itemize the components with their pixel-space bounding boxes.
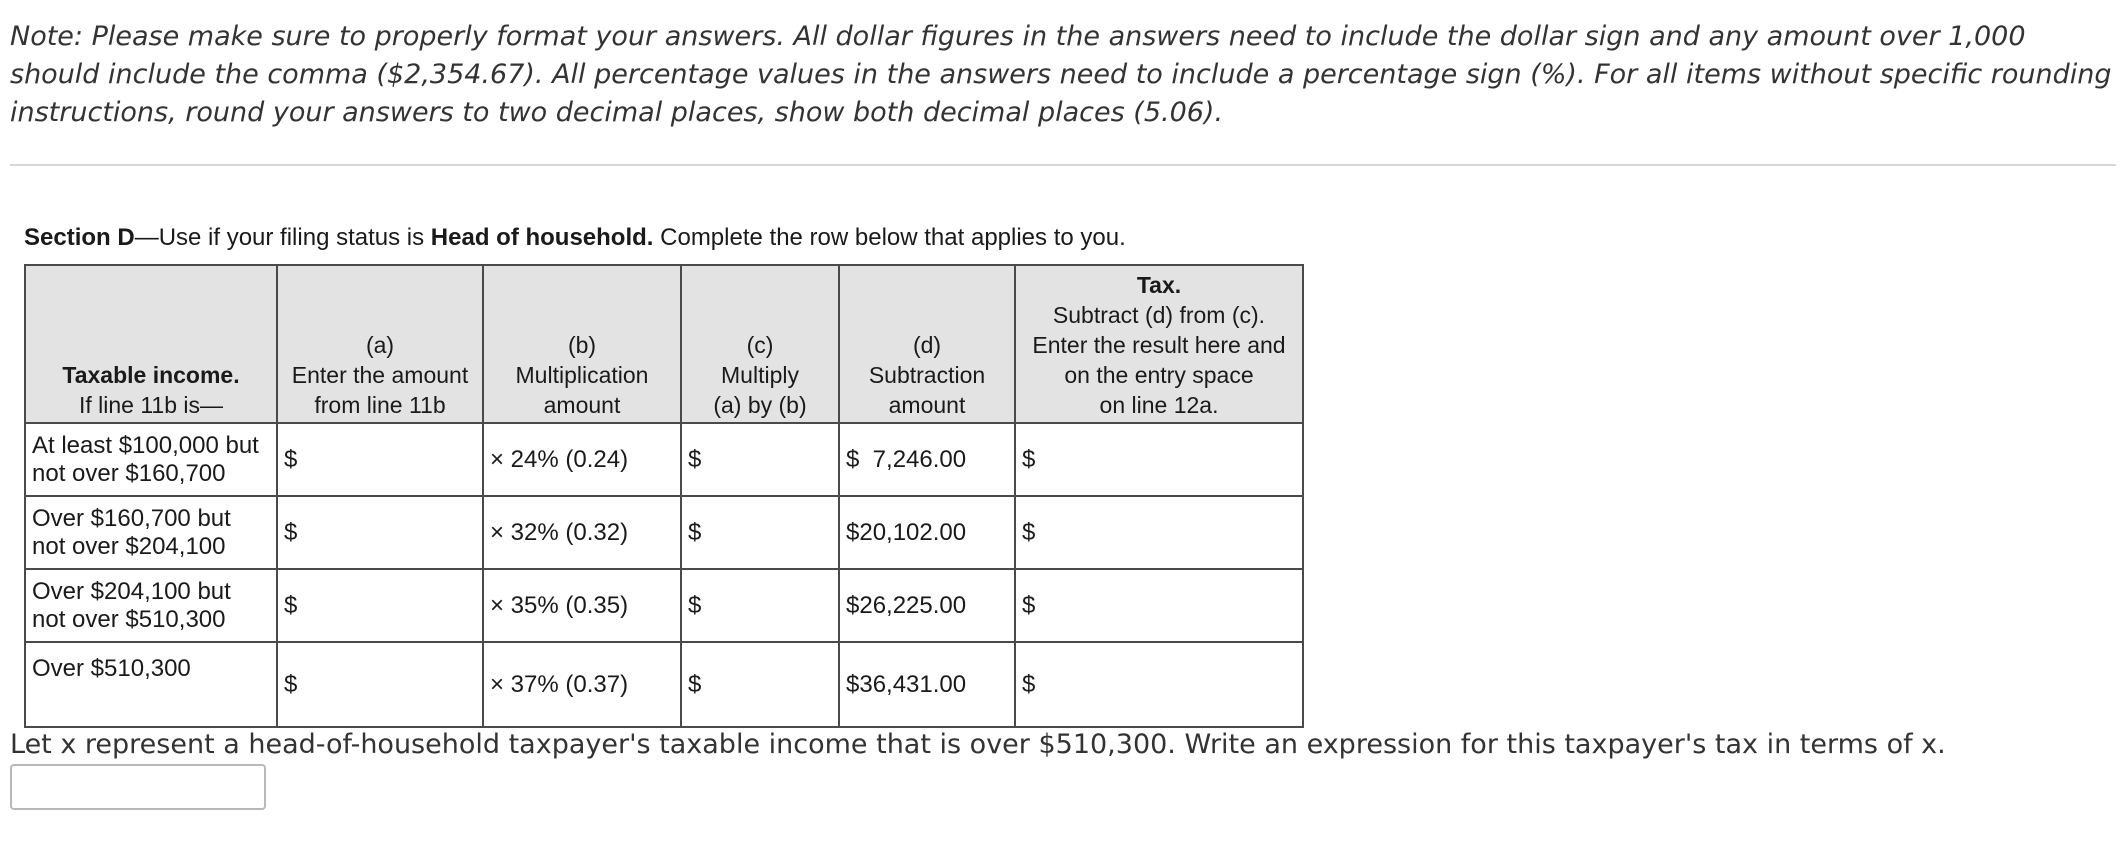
cell-product-c: $ <box>681 642 839 727</box>
header-a-line1: Enter the amount <box>291 362 469 388</box>
header-col-c <box>681 265 839 423</box>
cell-product-c: $ <box>681 423 839 496</box>
table-row <box>25 496 1303 569</box>
income-line2: not over $204,100 <box>32 532 226 560</box>
header-tax-title: Tax. <box>1136 272 1182 298</box>
income-line1: Over $510,300 <box>32 655 191 682</box>
cell-product-c: $ <box>681 496 839 569</box>
header-tax-line1: Subtract (d) from (c). <box>1052 302 1266 328</box>
header-col-b <box>483 265 681 423</box>
header-tax <box>1015 265 1303 423</box>
table-row <box>25 569 1303 642</box>
divider <box>10 164 2116 166</box>
header-tax-line4: on line 12a. <box>1099 392 1219 418</box>
income-range <box>25 423 277 496</box>
section-text-after: Complete the row below that applies to you. <box>653 224 1126 251</box>
cell-tax: $ <box>1015 642 1303 727</box>
income-range <box>25 642 277 727</box>
cell-subtraction-d: $ 7,246.00 <box>839 423 1015 496</box>
income-line1: At least $100,000 but <box>32 431 259 459</box>
header-b-line2: amount <box>543 392 621 418</box>
cell-amount-a: $ <box>277 496 483 569</box>
income-line2: not over $510,300 <box>32 605 226 633</box>
table-row <box>25 423 1303 496</box>
cell-tax: $ <box>1015 496 1303 569</box>
table-header-row <box>25 265 1303 423</box>
formatting-note: Note: Please make sure to properly format your answers. All dollar figures in the answers need to include the dollar sign and any amount over 1,000 should include the comma ($2,354.67). All percentage values in the answers need to include a percentage sign (%). For all items without specific rounding instructions, round your answers to two decimal places, show both decimal places (5.06). <box>10 21 2112 128</box>
cell-subtraction-d: $20,102.00 <box>839 496 1015 569</box>
income-range <box>25 496 277 569</box>
tax-computation-table <box>24 264 1304 728</box>
header-b-letter: (b) <box>567 332 597 358</box>
cell-product-c: $ <box>681 569 839 642</box>
cell-subtraction-d: $26,225.00 <box>839 569 1015 642</box>
cell-subtraction-d: $36,431.00 <box>839 642 1015 727</box>
header-a-letter: (a) <box>365 332 395 358</box>
header-d-letter: (d) <box>912 332 942 358</box>
cell-amount-a: $ <box>277 423 483 496</box>
section-label: Section D <box>24 224 135 251</box>
section-text-before: —Use if your filing status is <box>134 224 431 251</box>
header-income-sub: If line 11b is— <box>78 392 224 418</box>
header-col-a <box>277 265 483 423</box>
question-text: Let x represent a head-of-household taxpayer's taxable income that is over $510,300. Write an expression for this taxpayer's tax in terms of x. <box>10 729 1946 760</box>
cell-amount-a: $ <box>277 642 483 727</box>
table-row <box>25 642 1303 727</box>
header-taxable-income <box>25 265 277 423</box>
header-col-d <box>839 265 1015 423</box>
header-a-line2: from line 11b <box>314 392 446 418</box>
header-c-line1: Multiply <box>721 362 799 388</box>
cell-multiplier-b: × 37% (0.37) <box>483 642 681 727</box>
income-line1: Over $204,100 but <box>32 577 231 605</box>
filing-status: Head of household. <box>430 224 654 251</box>
cell-tax: $ <box>1015 423 1303 496</box>
cell-tax: $ <box>1015 569 1303 642</box>
cell-multiplier-b: × 35% (0.35) <box>483 569 681 642</box>
income-line2: not over $160,700 <box>32 459 226 487</box>
header-income-title: Taxable income. <box>62 362 240 388</box>
header-tax-line2: Enter the result here and <box>1032 332 1286 358</box>
header-c-letter: (c) <box>746 332 774 358</box>
answer-input[interactable] <box>10 764 266 810</box>
income-range <box>25 569 277 642</box>
header-tax-line3: on the entry space <box>1064 362 1254 388</box>
cell-multiplier-b: × 24% (0.24) <box>483 423 681 496</box>
header-d-line2: amount <box>888 392 966 418</box>
cell-multiplier-b: × 32% (0.32) <box>483 496 681 569</box>
income-line1: Over $160,700 but <box>32 504 231 532</box>
cell-amount-a: $ <box>277 569 483 642</box>
section-heading <box>24 222 1126 254</box>
header-b-line1: Multiplication <box>515 362 649 388</box>
header-c-line2: (a) by (b) <box>713 392 807 418</box>
header-d-line1: Subtraction <box>868 362 986 388</box>
